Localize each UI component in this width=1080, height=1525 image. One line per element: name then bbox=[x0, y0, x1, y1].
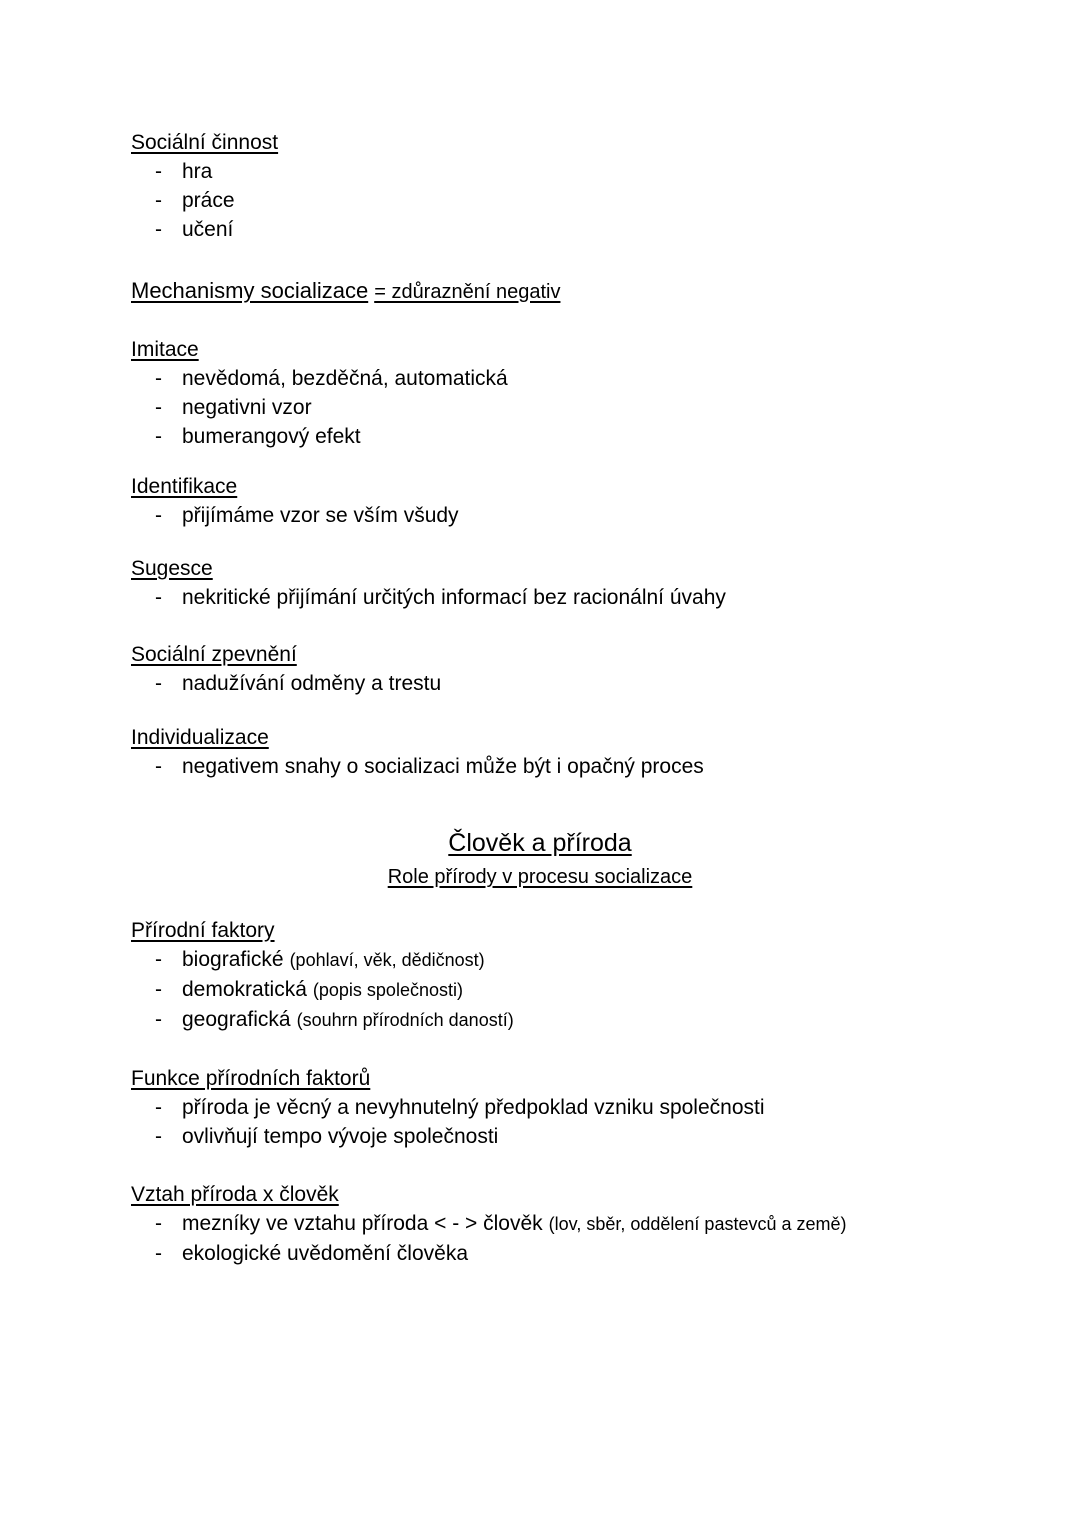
section-funkce-prirodnich-faktoru bbox=[131, 1064, 1020, 1151]
section-heading: Sociální zpevnění bbox=[131, 643, 297, 666]
chapter-title: Člověk a příroda bbox=[448, 829, 632, 857]
list-item bbox=[131, 1093, 1020, 1122]
section-vztah-priroda-clovek bbox=[131, 1180, 1020, 1268]
list-item-text: učení bbox=[182, 218, 234, 241]
list-item-text: negativem snahy o socializaci může být i opačný proces bbox=[182, 755, 704, 778]
list-item-note: (pohlaví, věk, dědičnost) bbox=[289, 950, 485, 970]
section-heading: Funkce přírodních faktorů bbox=[131, 1067, 371, 1090]
section-heading: Vztah příroda x člověk bbox=[131, 1183, 339, 1206]
section-mechanismy-socializace bbox=[131, 276, 1020, 307]
list-item bbox=[131, 1239, 1020, 1268]
bullet-dash: - bbox=[155, 504, 162, 527]
list-item-text: bumerangový efekt bbox=[182, 425, 361, 448]
list-item-note: (lov, sběr, oddělení pastevců a země) bbox=[548, 1214, 847, 1234]
section-socialni-zpevneni bbox=[131, 640, 1020, 698]
list-item-text: demokratická bbox=[182, 978, 307, 1001]
bullet-dash: - bbox=[155, 1096, 162, 1119]
bullet-dash: - bbox=[155, 1212, 162, 1235]
section-heading bbox=[131, 276, 1020, 307]
chapter-title-block bbox=[0, 827, 1080, 891]
section-prirodni-faktory bbox=[131, 916, 1020, 1035]
list-item bbox=[131, 1005, 1020, 1035]
list-item bbox=[131, 157, 1020, 186]
bullet-dash: - bbox=[155, 218, 162, 241]
list-item-text: práce bbox=[182, 189, 235, 212]
bullet-dash: - bbox=[155, 672, 162, 695]
bullet-dash: - bbox=[155, 1242, 162, 1265]
list-item bbox=[131, 501, 1020, 530]
bullet-dash: - bbox=[155, 160, 162, 183]
bullet-dash: - bbox=[155, 978, 162, 1001]
section-identifikace bbox=[131, 472, 1020, 530]
bullet-dash: - bbox=[155, 367, 162, 390]
section-heading: Sugesce bbox=[131, 557, 213, 580]
list-item-text: ekologické uvědomění člověka bbox=[182, 1242, 469, 1265]
list-item bbox=[131, 364, 1020, 393]
section-sugesce bbox=[131, 554, 1020, 612]
list-item bbox=[131, 393, 1020, 422]
list-item-text: hra bbox=[182, 160, 213, 183]
bullet-dash: - bbox=[155, 1125, 162, 1148]
bullet-dash: - bbox=[155, 189, 162, 212]
bullet-dash: - bbox=[155, 948, 162, 971]
list-item bbox=[131, 1209, 1020, 1239]
section-heading: Imitace bbox=[131, 338, 199, 361]
section-heading: Sociální činnost bbox=[131, 131, 279, 154]
bullet-dash: - bbox=[155, 425, 162, 448]
list-item-note: (souhrn přírodních daností) bbox=[296, 1010, 514, 1030]
bullet-dash: - bbox=[155, 755, 162, 778]
list-item-text: biografické bbox=[182, 948, 284, 971]
section-imitace bbox=[131, 335, 1020, 451]
list-item-text: geografická bbox=[182, 1008, 291, 1031]
bullet-dash: - bbox=[155, 586, 162, 609]
list-item bbox=[131, 975, 1020, 1005]
bullet-dash: - bbox=[155, 1008, 162, 1031]
list-item bbox=[131, 945, 1020, 975]
chapter-subtitle: Role přírody v procesu socializace bbox=[387, 866, 693, 888]
bullet-dash: - bbox=[155, 396, 162, 419]
section-heading-main: Mechanismy socializace bbox=[131, 278, 369, 303]
list-item-text: nadužívání odměny a trestu bbox=[182, 672, 442, 695]
list-item-text: mezníky ve vztahu příroda < - > člověk bbox=[182, 1212, 543, 1235]
list-item-text: negativni vzor bbox=[182, 396, 312, 419]
section-heading: Individualizace bbox=[131, 726, 269, 749]
list-item bbox=[131, 752, 1020, 781]
list-item bbox=[131, 186, 1020, 215]
list-item bbox=[131, 215, 1020, 244]
section-heading: Identifikace bbox=[131, 475, 238, 498]
section-individualizace bbox=[131, 723, 1020, 781]
list-item-text: nekritické přijímání určitých informací bez racionální úvahy bbox=[182, 586, 726, 609]
list-item-note: (popis společnosti) bbox=[312, 980, 463, 1000]
list-item-text: přijímáme vzor se vším všudy bbox=[182, 504, 459, 527]
list-item bbox=[131, 669, 1020, 698]
list-item bbox=[131, 583, 1020, 612]
document-content bbox=[131, 128, 1020, 1268]
list-item bbox=[131, 422, 1020, 451]
section-heading-suffix: = zdůraznění negativ bbox=[374, 281, 561, 303]
list-item-text: příroda je věcný a nevyhnutelný předpoklad vzniku společnosti bbox=[182, 1096, 765, 1119]
list-item-text: nevědomá, bezděčná, automatická bbox=[182, 367, 508, 390]
section-heading: Přírodní faktory bbox=[131, 919, 275, 942]
list-item bbox=[131, 1122, 1020, 1151]
section-socialni-cinnost bbox=[131, 128, 1020, 244]
list-item-text: ovlivňují tempo vývoje společnosti bbox=[182, 1125, 499, 1148]
